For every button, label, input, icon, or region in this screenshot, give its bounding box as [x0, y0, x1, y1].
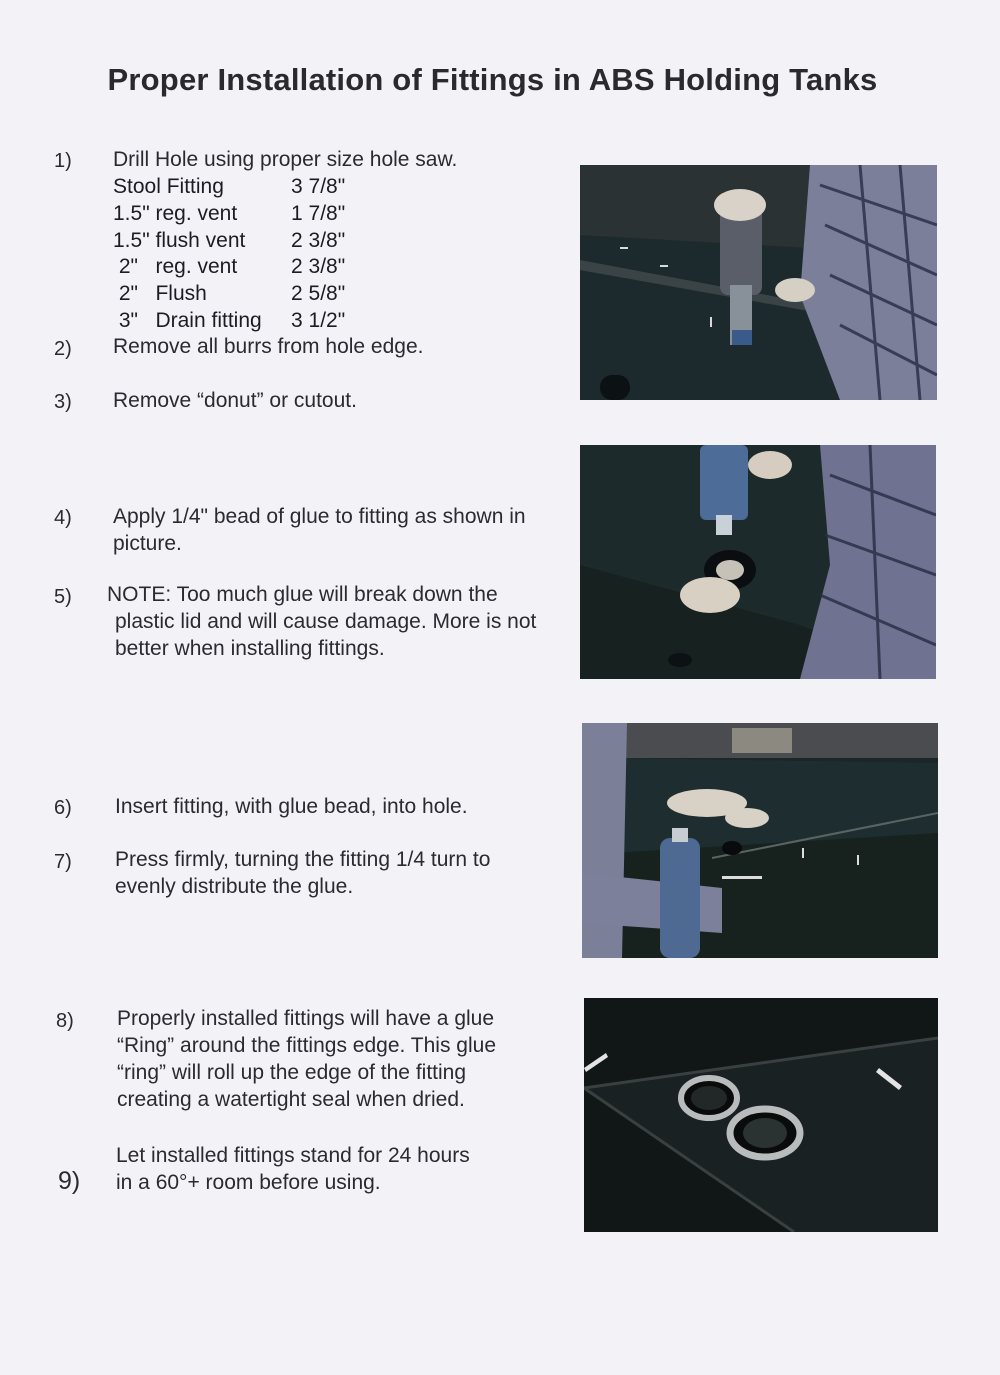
step-9-number: 9) — [58, 1167, 81, 1195]
step-7-line: evenly distribute the glue. — [115, 875, 354, 898]
page-title: Proper Installation of Fittings in ABS Holding Tanks — [107, 62, 878, 97]
step-1-text: Drill Hole using proper size hole saw. — [113, 148, 458, 171]
photo-installed-fittings — [584, 998, 938, 1232]
fitting-name: Stool Fitting — [113, 175, 224, 198]
step-8-line: creating a watertight seal when dried. — [117, 1088, 465, 1111]
fitting-name: 1.5" flush vent — [113, 228, 246, 252]
step-5-line: better when installing fittings. — [115, 637, 385, 660]
step-5-line: NOTE: Too much glue will break down the — [107, 583, 498, 606]
step-2-text: Remove all burrs from hole edge. — [113, 335, 424, 358]
step-5-number: 5) — [54, 586, 72, 608]
step-2-number: 2) — [54, 338, 72, 360]
step-8-line: “ring” will roll up the edge of the fitting — [117, 1061, 467, 1084]
step-5-text — [107, 581, 536, 662]
step-4-number: 4) — [54, 507, 72, 529]
step-4-text — [113, 503, 526, 557]
step-6-text: Insert fitting, with glue bead, into hole. — [115, 795, 468, 818]
photo-inserting-fitting — [582, 723, 938, 958]
hole-size-row — [113, 228, 345, 255]
hole-size: 2 3/8" — [291, 228, 346, 252]
hole-size: 3 7/8" — [291, 175, 346, 198]
fitting-name: 1.5" reg. vent — [113, 201, 238, 225]
fitting-name: 3" Drain fitting — [113, 308, 262, 332]
hole-size-row — [113, 308, 345, 335]
step-4-line: picture. — [113, 532, 182, 555]
step-8-number: 8) — [56, 1010, 74, 1032]
step-8-line: “Ring” around the fittings edge. This glue — [117, 1034, 497, 1057]
step-1-number: 1) — [54, 150, 72, 172]
step-8-line: Properly installed fittings will have a glue — [117, 1007, 495, 1030]
hole-size: 2 5/8" — [291, 282, 346, 306]
step-3-number: 3) — [54, 391, 72, 413]
step-7-number: 7) — [54, 851, 72, 873]
step-8-text — [117, 1005, 496, 1113]
step-3-text: Remove “donut” or cutout. — [113, 389, 357, 412]
photo-drilling-hole — [580, 165, 937, 400]
photo-applying-glue — [580, 445, 936, 679]
step-9-line: Let installed fittings stand for 24 hours — [116, 1144, 470, 1167]
step-5-line: plastic lid and will cause damage. More is not — [115, 610, 537, 633]
hole-size: 1 7/8" — [291, 201, 346, 225]
step-6-number: 6) — [54, 797, 72, 819]
step-7-line: Press firmly, turning the fitting 1/4 turn to — [115, 848, 491, 871]
hole-size-row — [113, 254, 345, 281]
hole-size-row — [113, 281, 345, 308]
step-9-text — [116, 1142, 470, 1196]
hole-size-list — [113, 174, 345, 335]
step-4-line: Apply 1/4" bead of glue to fitting as shown in — [113, 505, 526, 528]
hole-size: 2 3/8" — [291, 255, 346, 279]
step-9-line: in a 60°+ room before using. — [116, 1171, 381, 1194]
hole-size-row — [113, 201, 345, 228]
fitting-name: 2" reg. vent — [113, 255, 238, 279]
hole-size: 3 1/2" — [291, 308, 346, 332]
fitting-name: 2" Flush — [113, 282, 207, 306]
hole-size-row — [113, 174, 345, 201]
step-7-text — [115, 846, 490, 900]
